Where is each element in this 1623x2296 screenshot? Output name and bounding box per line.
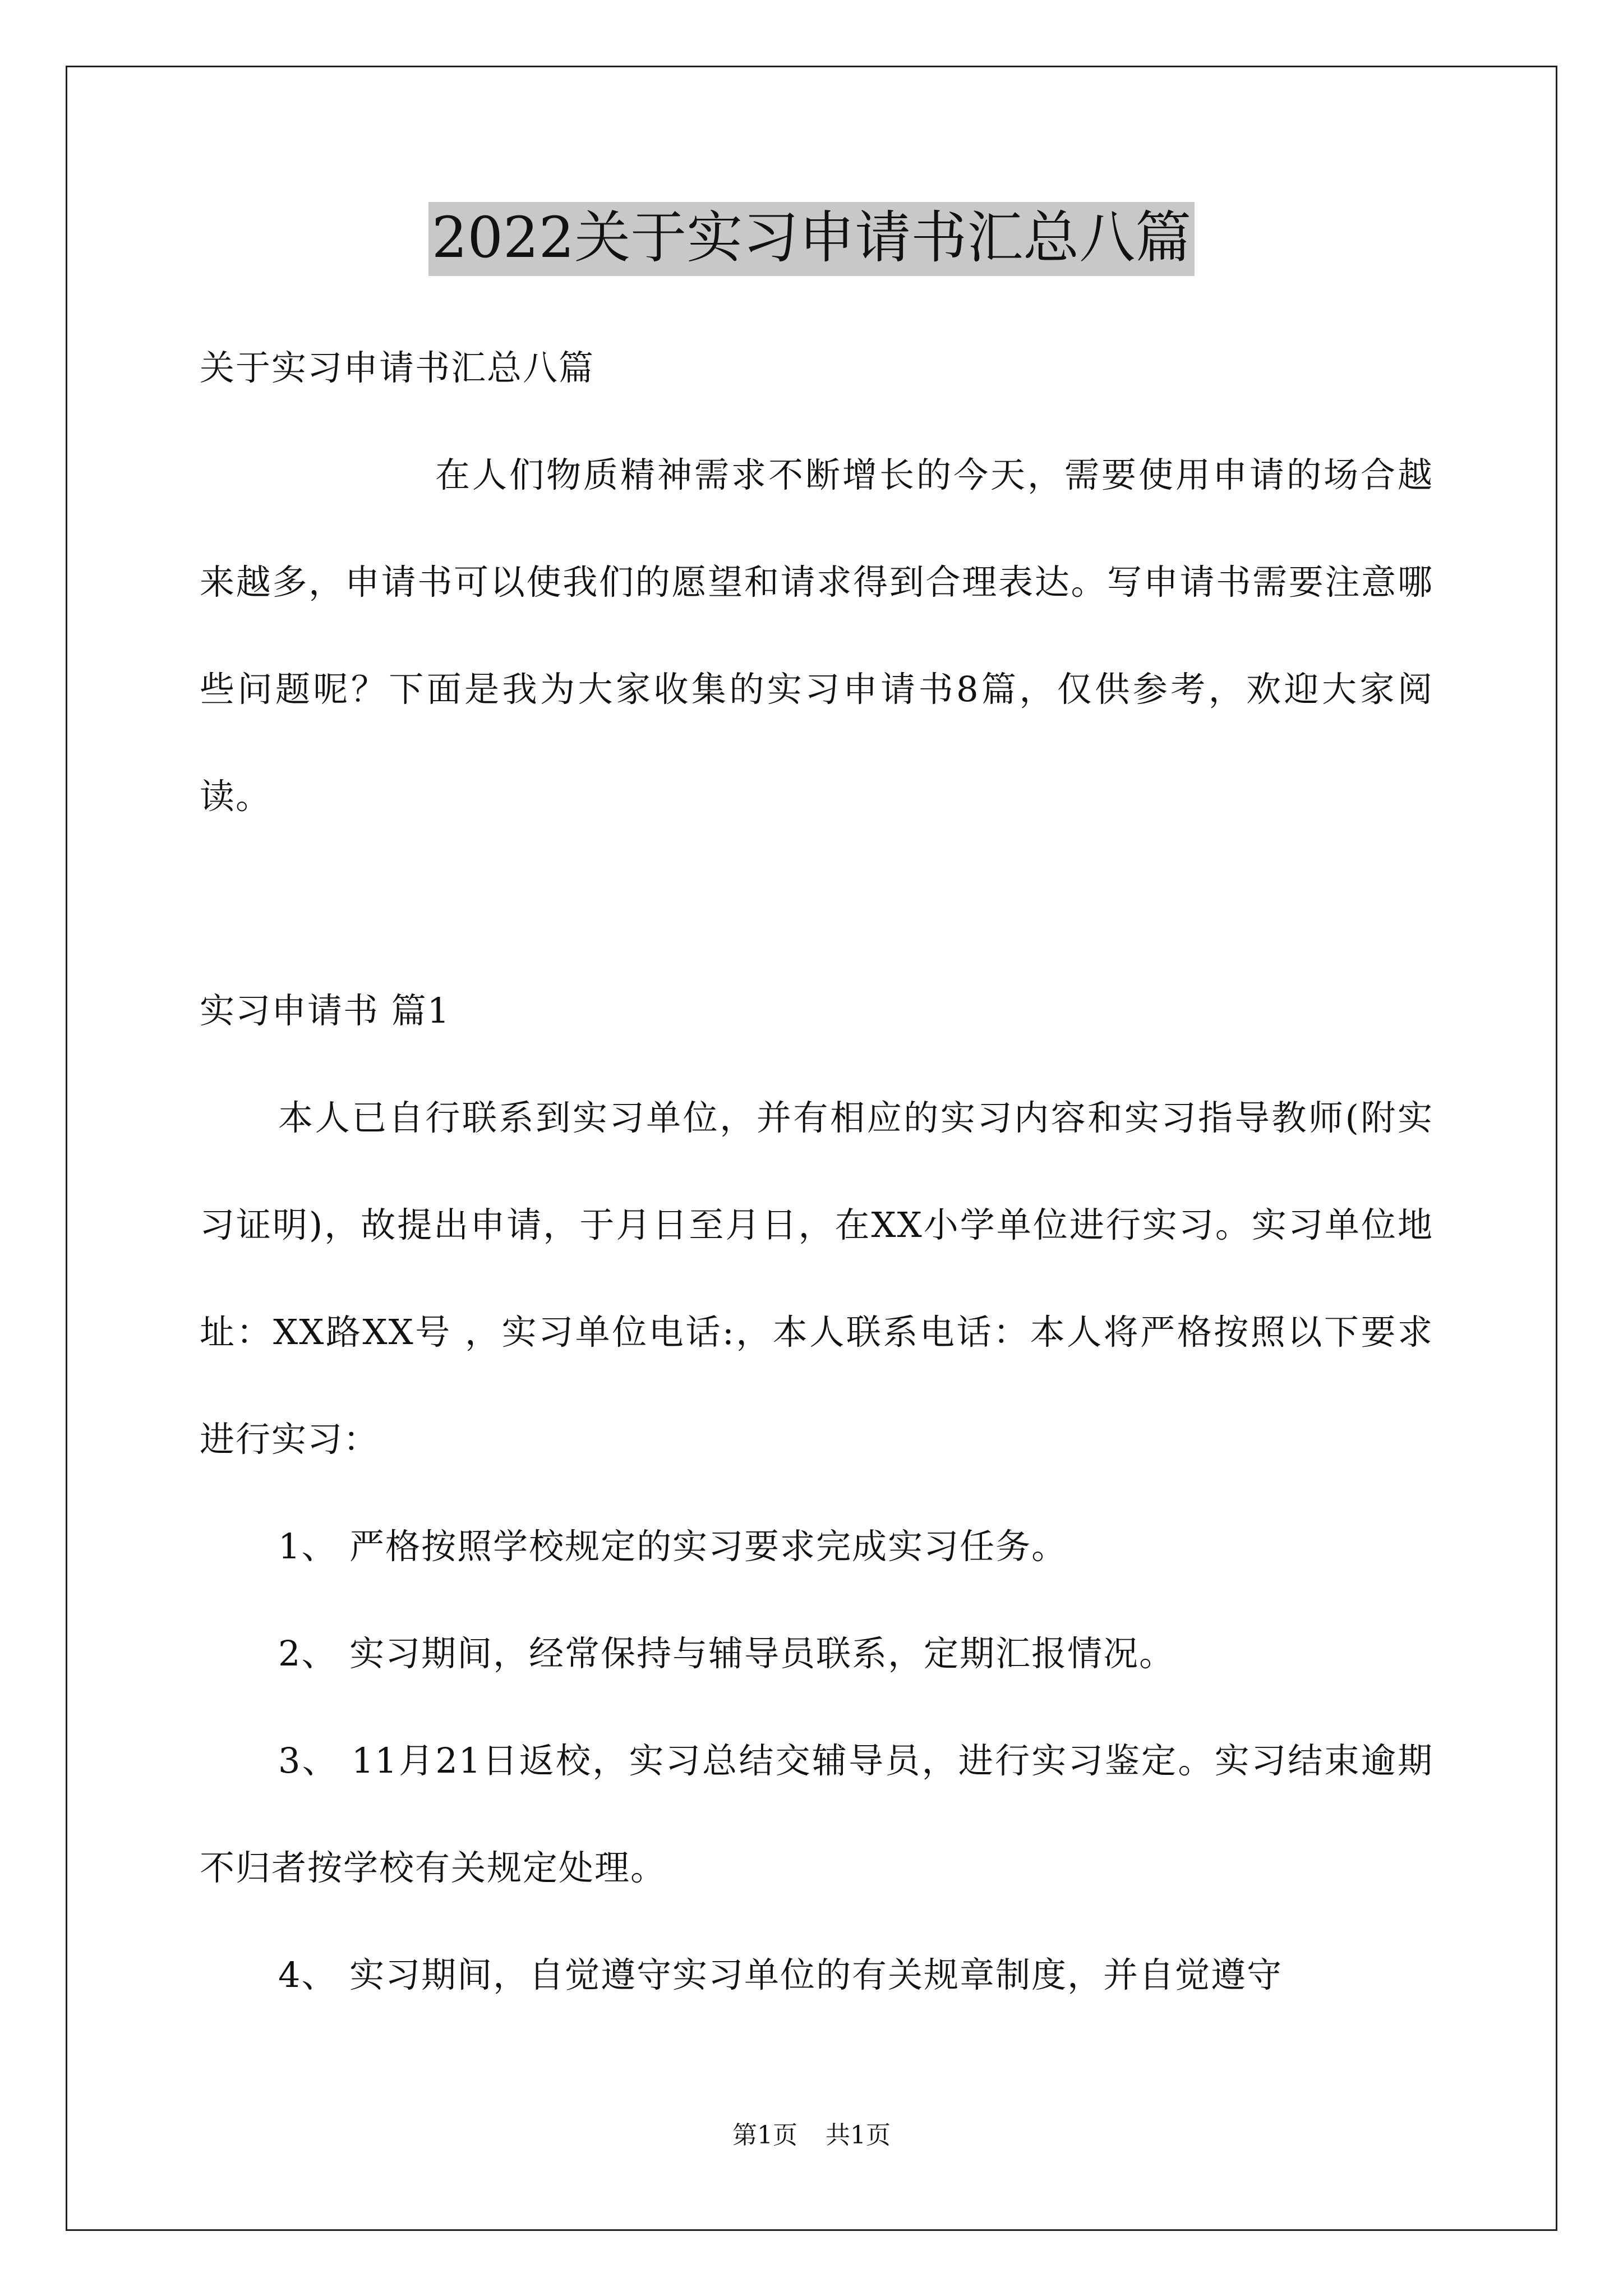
page-total: 共1页 [826, 2121, 891, 2150]
document-title-container [0, 202, 1623, 276]
list-item-2: 2、 实习期间，经常保持与辅导员联系，定期汇报情况。 [278, 1633, 1175, 1674]
list-item-4: 4、 实习期间，自觉遵守实习单位的有关规章制度，并自觉遵守 [278, 1954, 1283, 1995]
page-footer [0, 2115, 1623, 2151]
section-spacer [200, 850, 1433, 957]
intro-paragraph: 在人们物质精神需求不断增长的今天，需要使用申请的场合越来越多，申请书可以使我们的愿望和请求得到合理表达。写申请书需要注意哪些问题呢？下面是我为大家收集的实习申请书8篇，仅供参考，欢迎大家阅读。 [200, 454, 1433, 817]
list-item-3: 3、 11月21日返校，实习总结交辅导员，进行实习鉴定。实习结束逾期不归者按学校有关规定处理。 [200, 1740, 1433, 1888]
document-title: 2022关于实习申请书汇总八篇 [428, 202, 1195, 276]
body-paragraph: 本人已自行联系到实习单位，并有相应的实习内容和实习指导教师(附实习证明)，故提出申请，于月日至月日，在XX小学单位进行实习。实习单位地址：XX路XX号 ，实习单位电话:，本人联系电话：本人将严格按照以下要求进行实习： [200, 1097, 1433, 1460]
document-subtitle: 关于实习申请书汇总八篇 [200, 347, 595, 388]
list-item-1: 1、 严格按照学校规定的实习要求完成实习任务。 [278, 1526, 1068, 1567]
page-number: 第1页 [732, 2121, 797, 2150]
document-body [200, 314, 1433, 2028]
section-heading: 实习申请书 篇1 [200, 990, 451, 1031]
